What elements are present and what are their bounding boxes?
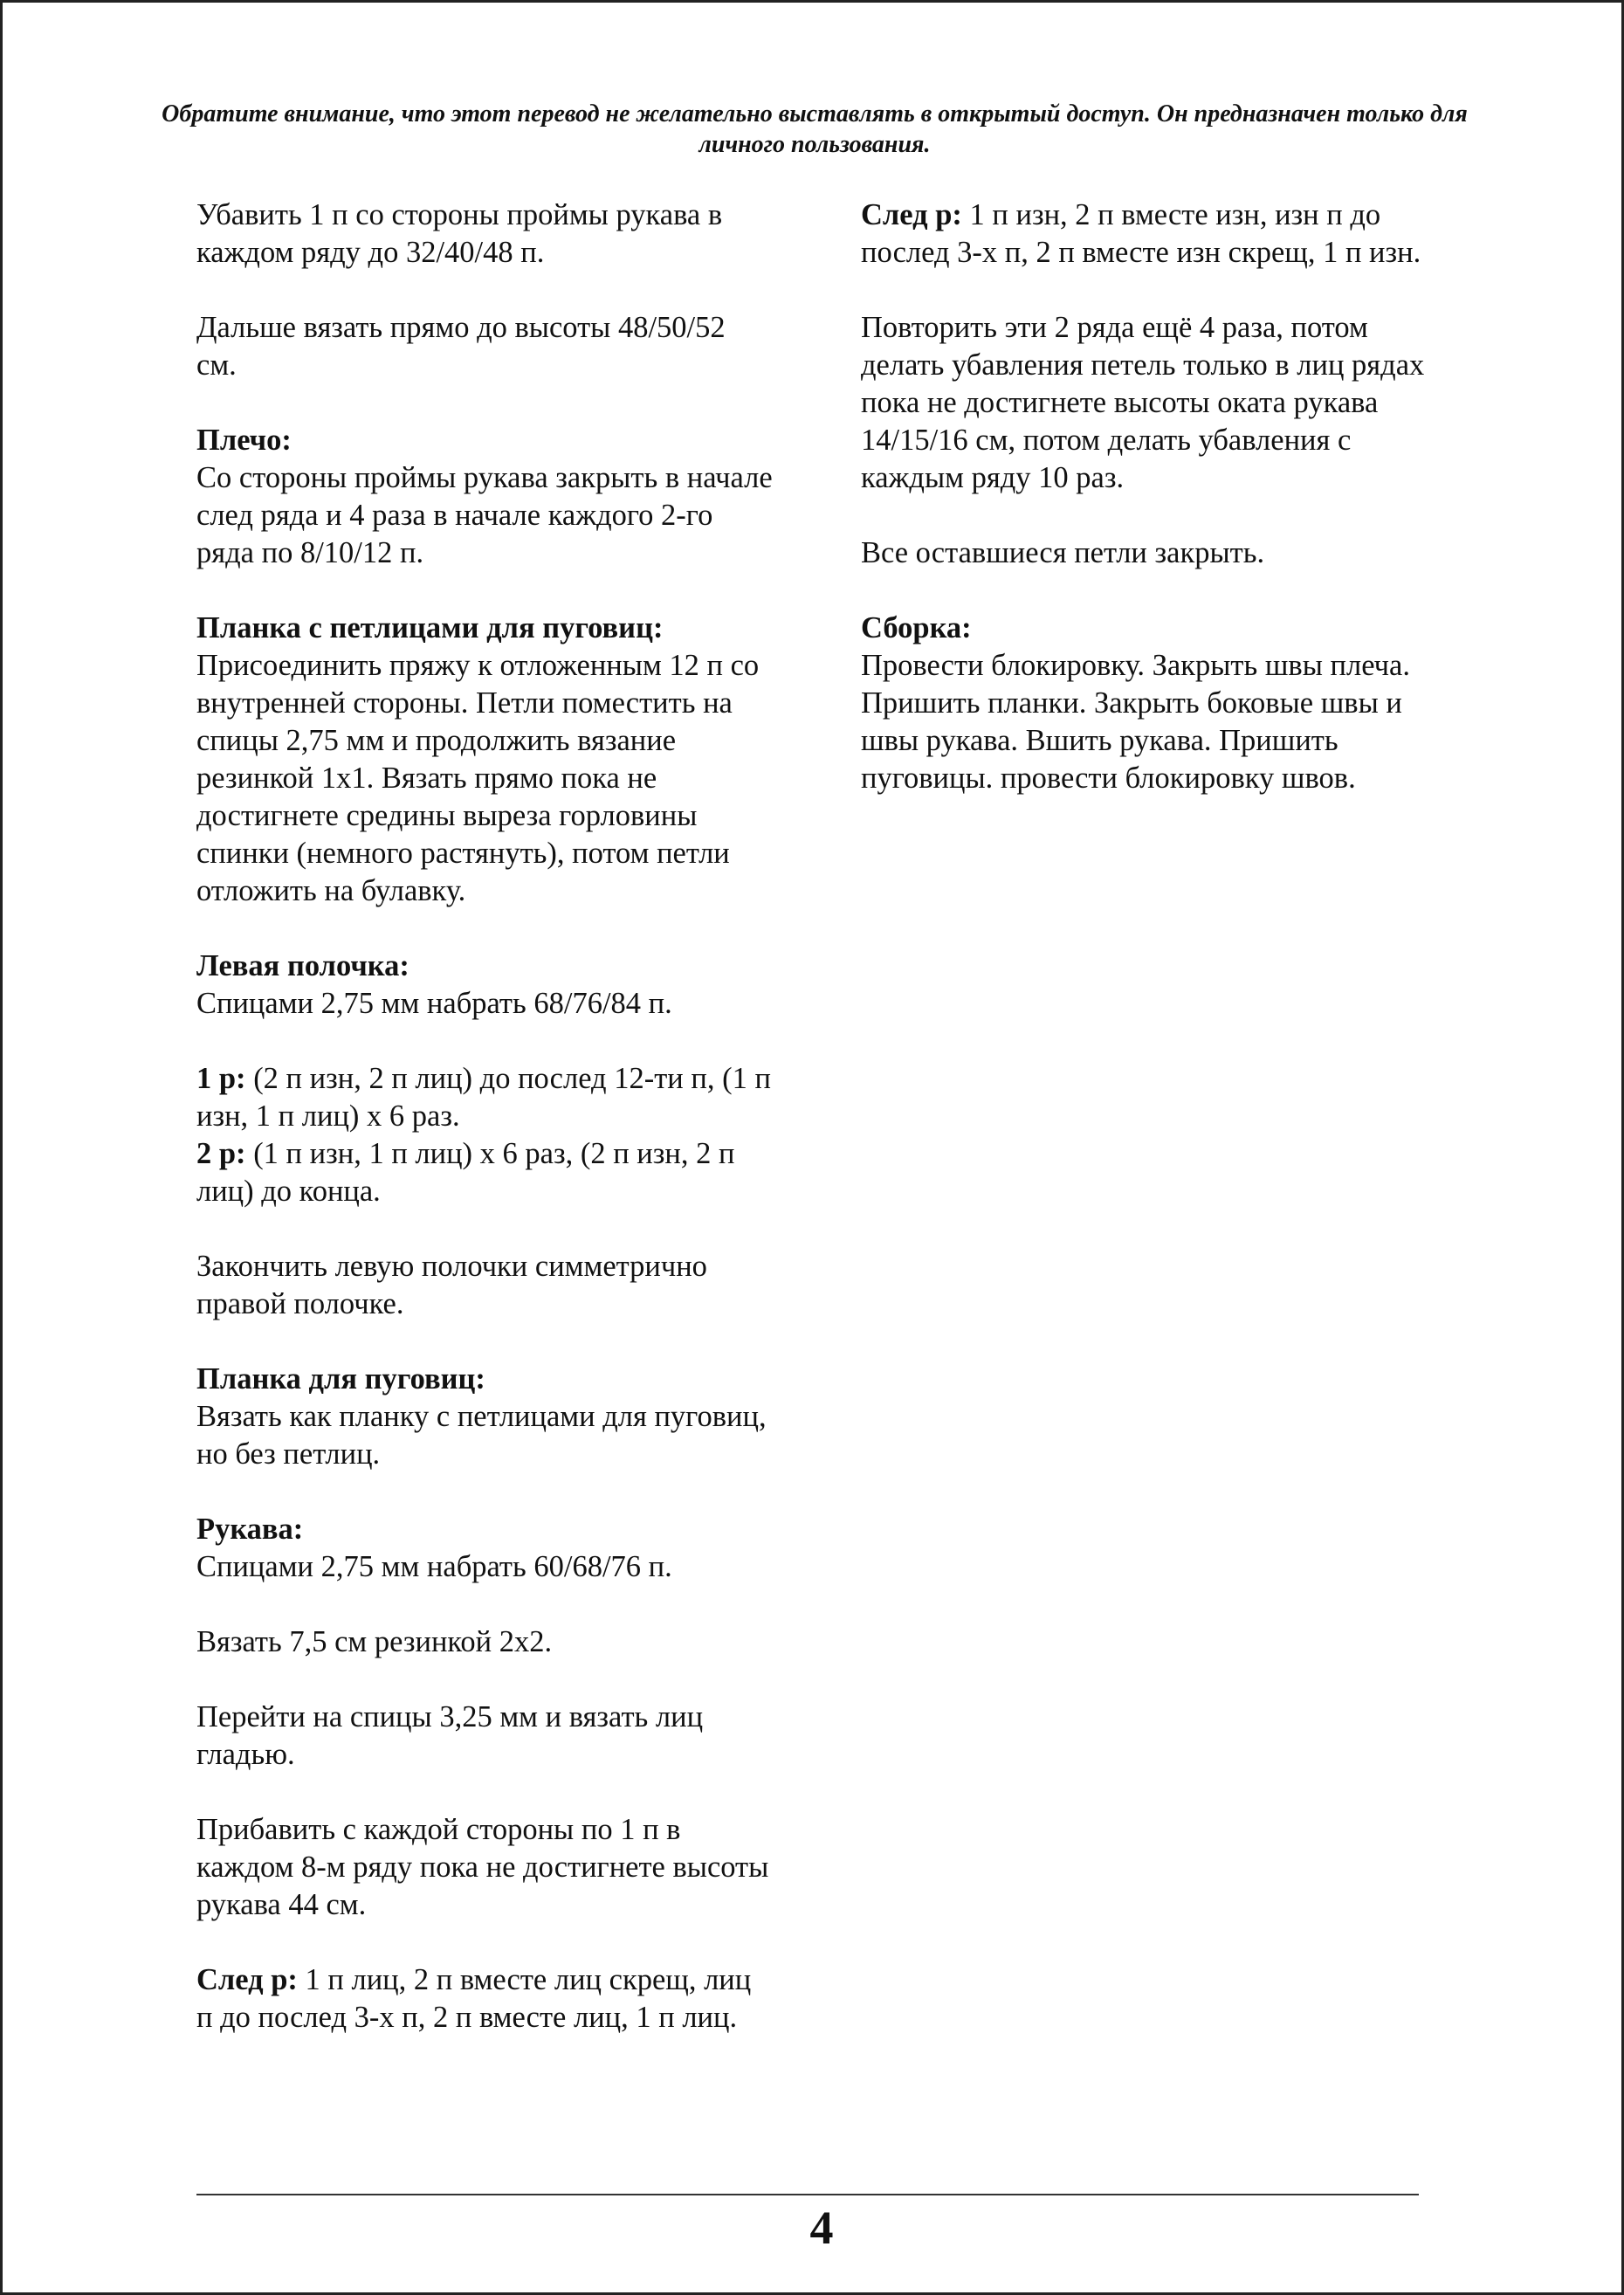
paragraph-text: Убавить 1 п со стороны проймы рукава в каждом ряду до 32/40/48 п. [196,198,723,269]
next-row-text: 1 п изн, 2 п вместе изн, изн п до послед 3-х п, 2 п вместе изн скрещ, 1 п изн. [861,198,1421,269]
section-heading: Плечо: [196,424,292,457]
next-row-text: 1 п лиц, 2 п вместе лиц скрещ, лиц п до послед 3-х п, 2 п вместе лиц, 1 п лиц. [196,1963,752,2034]
paragraph-text: Повторить эти 2 ряда ещё 4 раза, потом делать убавления петель только в лиц рядах пока не достигнете высоты оката рукава 14/15/16 см, потом делать убавления с каждым ряду 10 раз. [861,311,1425,494]
section-text: Вязать как планку с петлицами для пуговиц, но без петлиц. [196,1400,767,1471]
paragraph-rib [196,1623,773,1661]
paragraph-text: Дальше вязать прямо до высоты 48/50/52 см. [196,311,726,382]
paragraph-text: Перейти на спицы 3,25 мм и вязать лиц гладью. [196,1700,704,1771]
paragraph-text: Вязать 7,5 см резинкой 2х2. [196,1625,553,1658]
next-row-knit-instruction [196,1961,773,2037]
section-assembly [861,610,1437,797]
paragraph-straight [196,309,773,384]
row-instructions [196,1060,773,1210]
paragraph-text: Прибавить с каждой стороны по 1 п в каждом 8-м ряду пока не достигнете высоты рукава 44 см. [196,1813,769,1921]
next-row-purl [861,196,1437,272]
section-heading: Планка для пуговиц: [196,1362,485,1396]
section-text: Спицами 2,75 мм набрать 68/76/84 п. [196,987,672,1020]
paragraph-repeat [861,309,1437,497]
page-number: 4 [809,2202,834,2254]
next-row-knit [196,1961,773,2037]
right-column [861,196,1437,835]
paragraph-bind-off [861,534,1437,572]
private-use-notice: Обратите внимание, что этот перевод не желательно выставлять в открытый доступ. Он предназначен только для личного пользования. [162,100,1468,158]
section-text: Присоединить пряжу к отложенным 12 п со внутренней стороны. Петли поместить на спицы 2,75 мм и продолжить вязание резинкой 1х1. Вязать прямо пока не достигнете средины выреза горловины спинки (немного растянуть), потом петли отложить на булавку. [196,649,760,907]
section-heading: Сборка: [861,611,972,644]
row-2-text: (1 п изн, 1 п лиц) х 6 раз, (2 п изн, 2 п лиц) до конца. [196,1137,735,1208]
section-buttonhole-band [196,610,773,910]
row-1-instruction [196,1060,773,1135]
row-2-instruction [196,1135,773,1210]
paragraph-decrease [196,196,773,272]
paragraph-increase [196,1811,773,1924]
section-heading: Планка с петлицами для пуговиц: [196,611,664,644]
left-column [196,196,773,2074]
row-1-text: (2 п изн, 2 п лиц) до послед 12-ти п, (1 п изн, 1 п лиц) х 6 раз. [196,1062,771,1133]
section-sleeves [196,1511,773,1586]
section-text: Провести блокировку. Закрыть швы плеча. Пришить планки. Закрыть боковые швы и швы рукава. Вшить рукава. Пришить пуговицы. провести блокировку швов. [861,649,1410,795]
paragraph-finish-left-front [196,1248,773,1323]
section-left-front [196,948,773,1023]
paragraph-needles [196,1699,773,1774]
row-2-label: 2 р: [196,1137,246,1170]
section-text: Со стороны проймы рукава закрыть в начале след ряда и 4 раза в начале каждого 2-го ряда по 8/10/12 п. [196,461,773,569]
next-row-label: След р: [861,198,962,231]
next-row-purl-instruction [861,196,1437,272]
row-1-label: 1 р: [196,1062,246,1095]
next-row-label: След р: [196,1963,298,1996]
paragraph-text: Все оставшиеся петли закрыть. [861,536,1265,569]
section-button-band [196,1361,773,1473]
section-text: Спицами 2,75 мм набрать 60/68/76 п. [196,1550,672,1583]
section-heading: Рукава: [196,1513,304,1546]
footer-divider [196,2194,1419,2195]
section-heading: Левая полочка: [196,949,409,982]
paragraph-text: Закончить левую полочки симметрично правой полочке. [196,1250,707,1320]
section-shoulder [196,422,773,572]
